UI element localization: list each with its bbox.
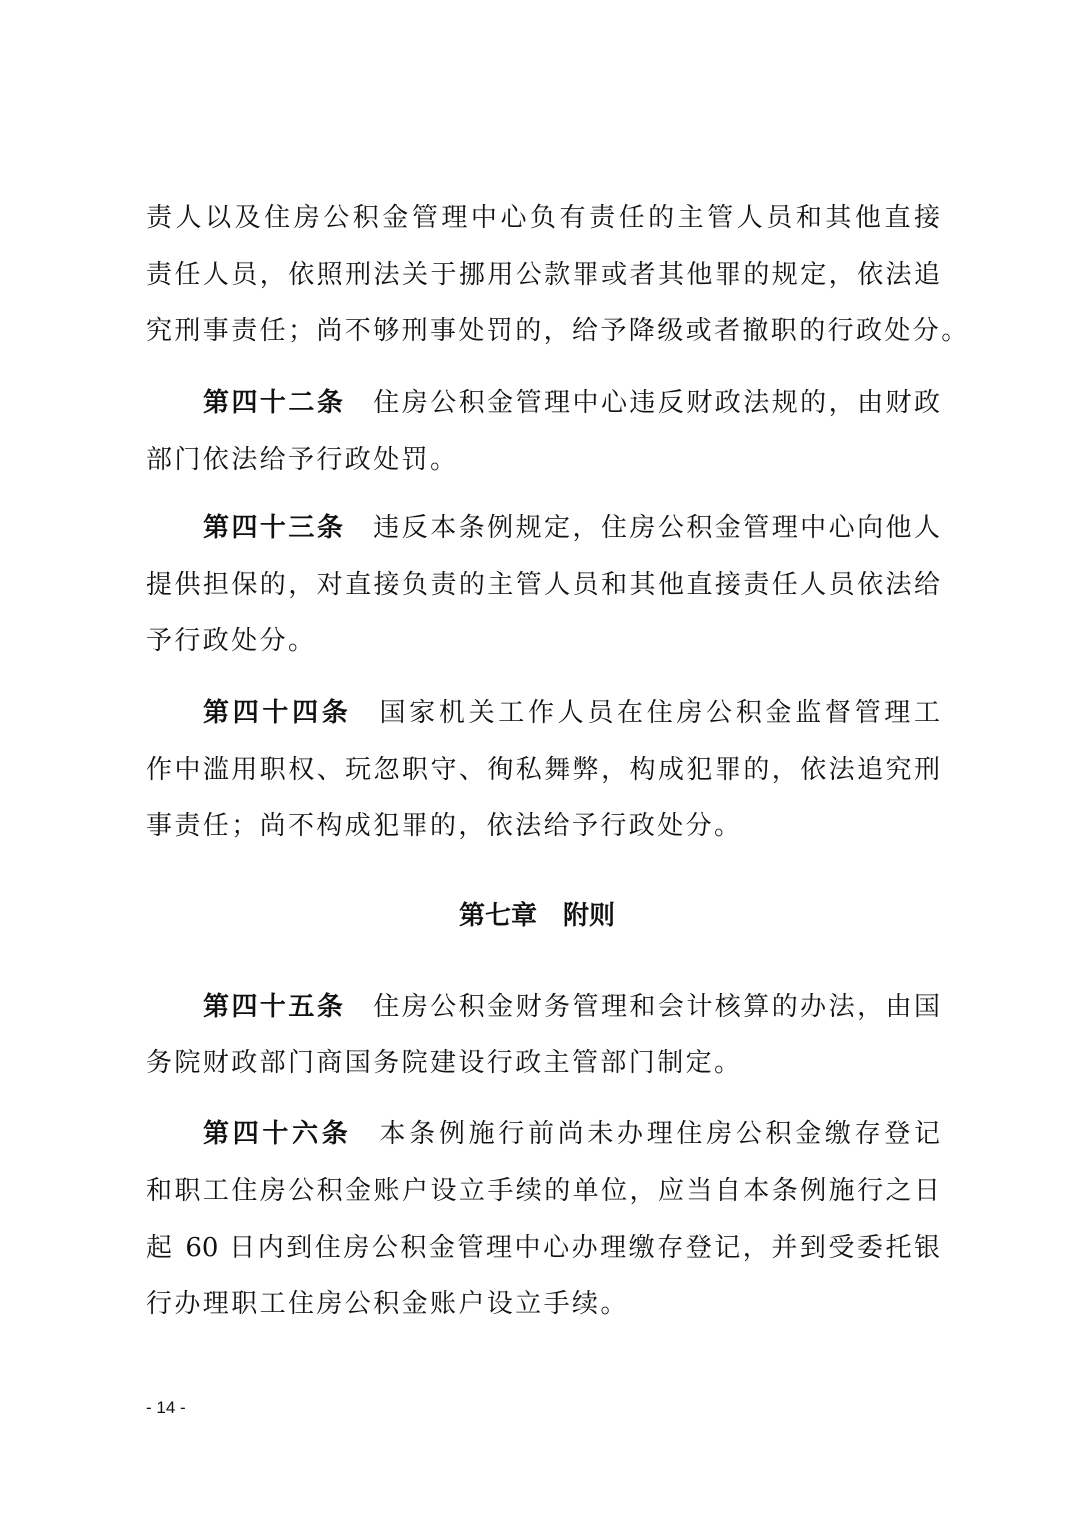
text-line [146,567,940,603]
page-number: - 14 - [146,1398,186,1417]
article-label: 第四十五条 [203,992,346,1022]
text-line [146,752,940,788]
line-text: 务院财政部门商国务院建设行政主管部门制定。 [146,1048,743,1078]
line-text: 予行政处分。 [146,626,317,656]
text-line [146,695,940,731]
text-line [146,1230,940,1266]
text-line [146,989,940,1025]
line-text: 国家机关工作人员在住房公积金监督管理工 [379,698,940,728]
text-line [146,623,940,659]
line-text: 本条例施行前尚未办理住房公积金缴存登记 [379,1119,940,1149]
text-line [146,510,940,546]
line-text: 提供担保的，对直接负责的主管人员和其他直接责任人员依法给 [146,570,940,600]
line-text: 起 60 日内到住房公积金管理中心办理缴存登记，并到受委托银 [146,1233,940,1263]
line-text: 部门依法给予行政处罚。 [146,445,459,475]
line-text: 住房公积金财务管理和会计核算的办法，由国 [373,992,940,1022]
text-line [146,1173,940,1209]
line-text: 住房公积金管理中心违反财政法规的，由财政 [373,388,940,418]
line-text: 责人以及住房公积金管理中心负有责任的主管人员和其他直接 [146,203,940,233]
chapter-heading: 第七章 附则 [458,901,615,931]
line-text: 责任人员，依照刑法关于挪用公款罪或者其他罪的规定，依法追 [146,260,940,290]
line-text: 和职工住房公积金账户设立手续的单位，应当自本条例施行之日 [146,1176,940,1206]
text-line [146,442,940,478]
line-text: 违反本条例规定，住房公积金管理中心向他人 [373,513,940,543]
article-label: 第四十六条 [203,1119,352,1149]
text-line [146,200,940,236]
text-line [146,808,940,844]
article-label: 第四十三条 [203,513,346,543]
text-line [146,313,970,349]
article-label: 第四十四条 [203,698,352,728]
text-line [146,1286,940,1322]
line-text: 作中滥用职权、玩忽职守、徇私舞弊，构成犯罪的，依法追究刑 [146,755,940,785]
line-text: 行办理职工住房公积金账户设立手续。 [146,1289,629,1319]
article-label: 第四十二条 [203,388,346,418]
text-line [146,1116,940,1152]
line-text: 究刑事责任；尚不够刑事处罚的，给予降级或者撤职的行政处分。 [146,316,970,346]
text-line [146,257,940,293]
text-line [146,1045,940,1081]
text-line [146,385,940,421]
line-text: 事责任；尚不构成犯罪的，依法给予行政处分。 [146,811,743,841]
